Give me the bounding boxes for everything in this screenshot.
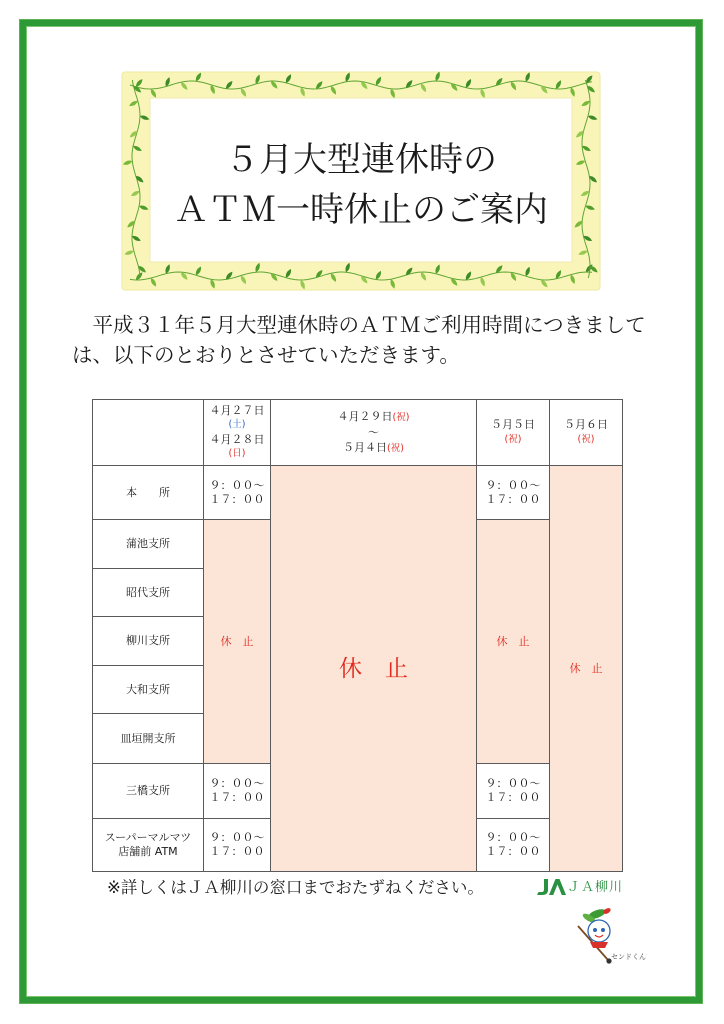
header-corner bbox=[93, 400, 204, 466]
date-range-mark: ～ bbox=[368, 426, 379, 439]
open-time: ９：００～ bbox=[485, 777, 541, 790]
date-may4: ５月４日 bbox=[343, 441, 388, 454]
branch-sub: 店舗前 ATM bbox=[118, 845, 178, 858]
close-time: １７：００ bbox=[209, 845, 265, 858]
header-row bbox=[93, 400, 623, 466]
hours-cell bbox=[204, 466, 271, 520]
open-time: ９：００～ bbox=[209, 777, 265, 790]
branch-label: 三橋支所 bbox=[93, 764, 204, 819]
branch-label: 昭代支所 bbox=[93, 569, 204, 617]
open-time: ９：００～ bbox=[209, 478, 265, 492]
branch-label: 柳川支所 bbox=[93, 617, 204, 666]
date-apr27: ４月２７日 bbox=[209, 403, 265, 417]
day-holiday: (祝) bbox=[504, 433, 522, 445]
hours-cell bbox=[204, 819, 271, 872]
branch-label: 蒲池支所 bbox=[93, 520, 204, 569]
day-holiday: (祝) bbox=[392, 412, 410, 423]
mascot-name: センドくん bbox=[611, 953, 646, 961]
close-time: １７：００ bbox=[485, 492, 541, 506]
table-row bbox=[93, 466, 623, 520]
hours-cell bbox=[477, 764, 550, 819]
closed-block-apr27-28: 休 止 bbox=[204, 520, 271, 764]
title-line-1: ５月大型連休時の bbox=[225, 140, 497, 180]
hours-cell bbox=[204, 764, 271, 819]
day-holiday: (祝) bbox=[387, 443, 404, 454]
open-time: ９：００～ bbox=[485, 831, 541, 844]
date-apr29-line bbox=[271, 409, 476, 425]
closed-block-may5: 休 止 bbox=[477, 520, 550, 764]
close-time: １７：００ bbox=[485, 845, 541, 858]
close-time: １７：００ bbox=[209, 492, 265, 506]
date-apr28: ４月２８日 bbox=[209, 432, 265, 446]
notice-title bbox=[150, 135, 572, 235]
hours-cell bbox=[477, 819, 550, 872]
header-apr29-may4 bbox=[271, 400, 477, 466]
branch-name: スーパーマルマツ bbox=[104, 831, 192, 844]
closed-block-may6: 休 止 bbox=[550, 466, 623, 872]
open-time: ９：００～ bbox=[485, 478, 541, 492]
footnote: ※詳しくはＪＡ柳川の窓口までおたずねください。 bbox=[107, 878, 484, 897]
day-sunday: (日) bbox=[228, 448, 246, 459]
header-apr27-28 bbox=[204, 400, 271, 466]
open-time: ９：００～ bbox=[209, 831, 265, 844]
date-may6: ５月６日 bbox=[564, 418, 608, 431]
close-time: １７：００ bbox=[485, 791, 541, 804]
header-may6 bbox=[550, 400, 623, 466]
branch-label: 皿垣開支所 bbox=[93, 714, 204, 764]
intro-paragraph bbox=[72, 311, 646, 370]
hours-cell bbox=[477, 466, 550, 520]
ja-logo-text: ＪＡ柳川 bbox=[567, 880, 624, 895]
header-may5 bbox=[477, 400, 550, 466]
atm-schedule-table bbox=[92, 399, 623, 872]
date-apr29: ４月２９日 bbox=[337, 410, 393, 423]
date-may5: ５月５日 bbox=[491, 418, 535, 431]
close-time: １７：００ bbox=[209, 791, 265, 804]
branch-label: 大和支所 bbox=[93, 666, 204, 714]
day-saturday: (土) bbox=[228, 419, 246, 430]
ja-logo-icon bbox=[534, 877, 566, 897]
closed-block-apr29-may4: 休 止 bbox=[271, 466, 477, 872]
date-may4-line bbox=[271, 440, 476, 456]
title-line-2: ＡＴＭ一時休止のご案内 bbox=[174, 190, 548, 230]
intro-line-1: 平成３１年５月大型連休時のＡＴＭご利用時間につきまして bbox=[92, 313, 646, 337]
intro-line-2: は、以下のとおりとさせていただきます。 bbox=[72, 342, 460, 367]
day-holiday: (祝) bbox=[577, 433, 595, 445]
branch-label: 本 所 bbox=[93, 466, 204, 520]
branch-label bbox=[93, 819, 204, 872]
